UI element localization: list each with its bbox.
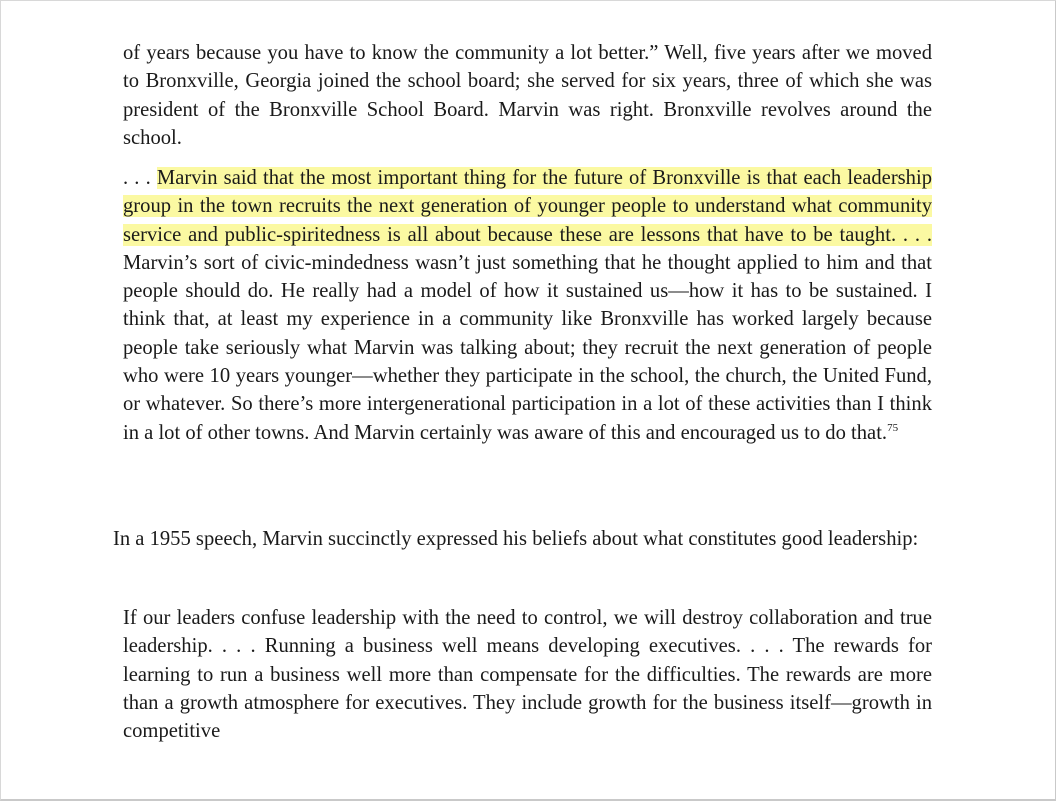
quote-paragraph-1: of years because you have to know the community a lot better.” Well, five years after we moved to Bronxville, Georgia joined the school board; she served for six years, three of which she was president of the Bronxville School Board. Marvin was right. Bronxville revolves around the school.	[123, 42, 932, 149]
highlighted-text[interactable]: Marvin said that the most important thing for the future of Bronxville is that each leadership group in the town recruits the next generation of younger people to understand what community service and public-spiritedness is all about because these are lessons that have to be taught. . . .	[123, 167, 933, 246]
ellipsis-lead: . . .	[123, 167, 157, 189]
footnote-reference[interactable]: 75	[887, 421, 899, 434]
quote-paragraph-2	[123, 164, 932, 447]
quote-paragraph-2-continuation: Marvin’s sort of civic-mindedness wasn’t just something that he thought applied to him and that people should do. He really had a model of how it sustained us—how it has to be sustained. I think that, at least my experience in a community like Bronxville has worked largely because people take seriously what Marvin was talking about; they recruit the next generation of people who were 10 years younger—whether they participate in the school, the church, the United Fund, or whatever. So there’s more intergenerational participation in a lot of these activities than I think in a lot of other towns. And Marvin certainly was aware of this and encouraged us to do that.	[123, 251, 932, 444]
quote-paragraph-3: If our leaders confuse leadership with the need to control, we will destroy collaboration and true leadership. . . . Running a business well means developing executives. . . . The rewards for learning to run a business well more than compensate for the difficulties. The rewards are more than a growth atmosphere for executives. They include growth for the business itself—growth in competitive	[123, 607, 932, 743]
body-paragraph: In a 1955 speech, Marvin succinctly expressed his beliefs about what constitutes good leadership:	[113, 528, 919, 550]
